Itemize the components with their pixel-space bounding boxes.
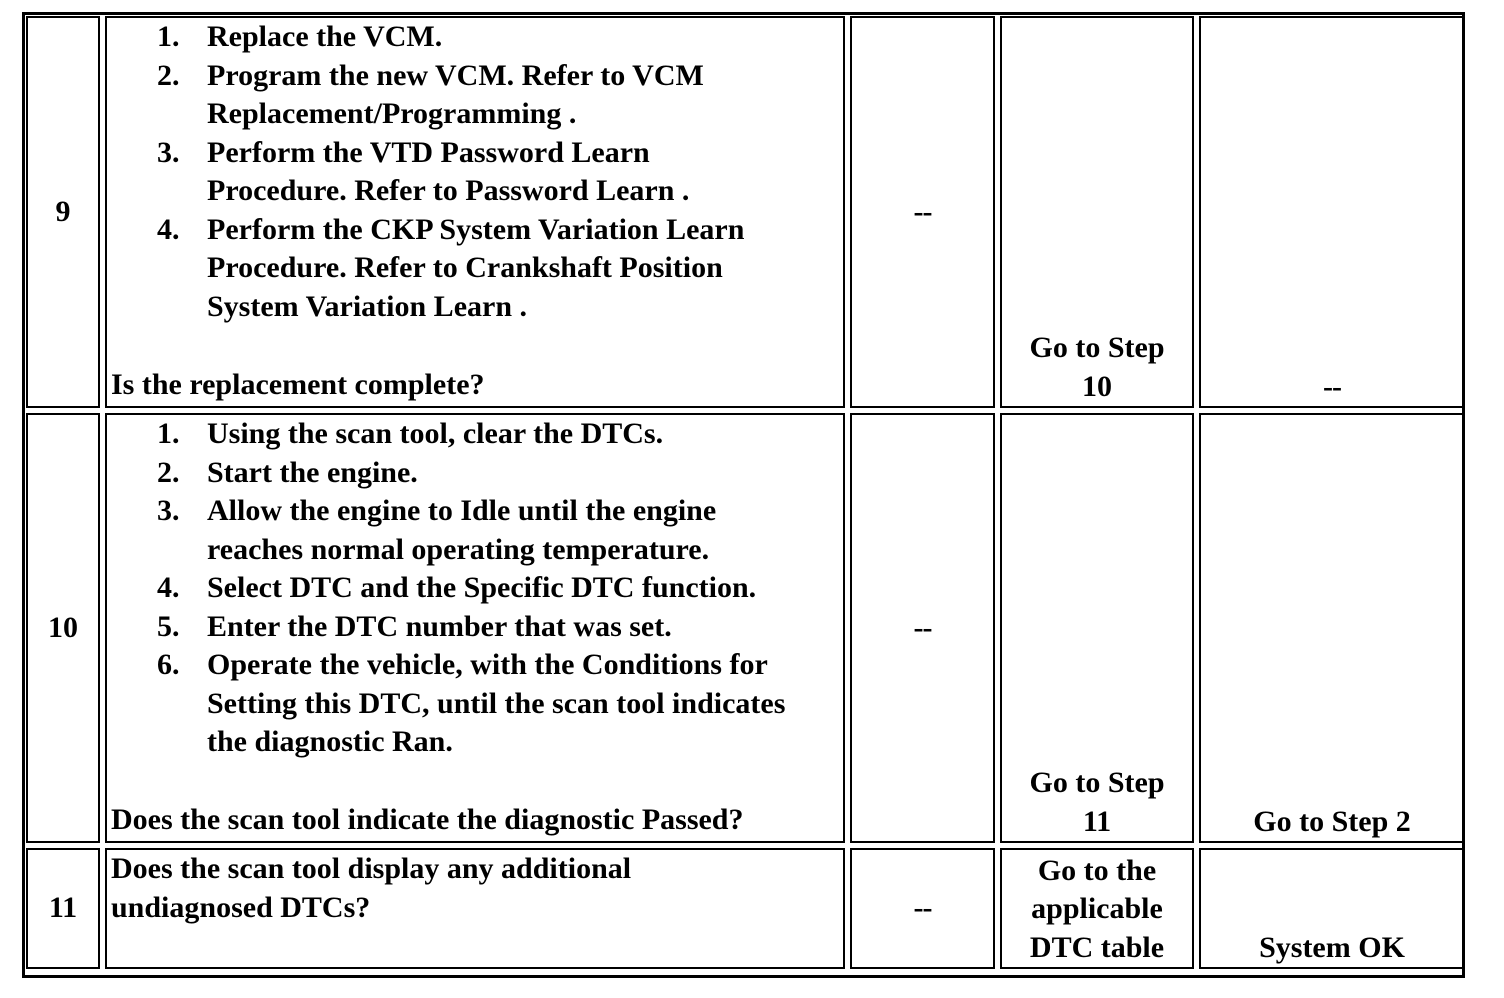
action-list-item: 2. Program the new VCM. Refer to VCM Replacement/Programming . xyxy=(157,58,704,130)
value-cell xyxy=(850,413,995,843)
yes-cell xyxy=(1000,16,1194,408)
action-list-item: 2. Start the engine. xyxy=(157,455,418,489)
yes-link: Go to Step 11 xyxy=(1029,766,1165,838)
action-cell xyxy=(105,413,845,843)
action-list-item: 3. Allow the engine to Idle until the engine reaches normal operating temperature. xyxy=(157,494,717,566)
action-list-item: 4. Select DTC and the Specific DTC function. xyxy=(157,571,757,604)
action-list-item: 1. Using the scan tool, clear the DTCs. xyxy=(157,417,664,450)
action-list xyxy=(107,18,843,326)
question-text: Does the scan tool display any additional undiagnosed DTCs? xyxy=(111,852,632,924)
step-number-cell: 11 xyxy=(26,848,100,969)
action-cell xyxy=(105,848,845,969)
yes-cell xyxy=(1000,413,1194,843)
step-number-cell: 10 xyxy=(26,413,100,843)
value-text: -- xyxy=(913,194,932,228)
action-list-item: 3. Perform the VTD Password Learn Procedure. Refer to Password Learn . xyxy=(157,135,690,207)
value-text: -- xyxy=(913,610,932,644)
question-text: Is the replacement complete? xyxy=(111,367,485,401)
diagnostic-table xyxy=(21,11,1470,974)
question-text: Does the scan tool indicate the diagnostic Passed? xyxy=(111,802,744,836)
no-cell xyxy=(1199,413,1465,843)
yes-cell xyxy=(1000,848,1194,969)
value-cell xyxy=(850,16,995,408)
no-link: Go to Step 2 xyxy=(1253,804,1411,838)
table-row-step-9 xyxy=(26,16,1465,408)
step-number-cell: 9 xyxy=(26,16,100,408)
action-cell xyxy=(105,16,845,408)
no-cell xyxy=(1199,848,1465,969)
yes-link: Go to Step 10 xyxy=(1029,331,1165,403)
yes-link: Go to the applicable DTC table xyxy=(1029,853,1165,964)
action-list-item: 6. Operate the vehicle, with the Conditions for Setting this DTC, until the scan tool indicates the diagnostic Ran. xyxy=(157,648,786,758)
action-list xyxy=(107,415,843,762)
table-row-step-10 xyxy=(26,413,1465,843)
no-text: -- xyxy=(1323,369,1341,403)
value-text: -- xyxy=(913,891,932,925)
no-cell xyxy=(1199,16,1465,408)
action-list-item: 4. Perform the CKP System Variation Learn Procedure. Refer to Crankshaft Position System Variation Learn . xyxy=(157,212,745,323)
table-row-step-11 xyxy=(26,848,1465,969)
action-list-item: 1. Replace the VCM. xyxy=(157,20,443,53)
no-text: System OK xyxy=(1259,930,1405,964)
value-cell xyxy=(850,848,995,969)
action-list-item: 5. Enter the DTC number that was set. xyxy=(157,609,672,643)
